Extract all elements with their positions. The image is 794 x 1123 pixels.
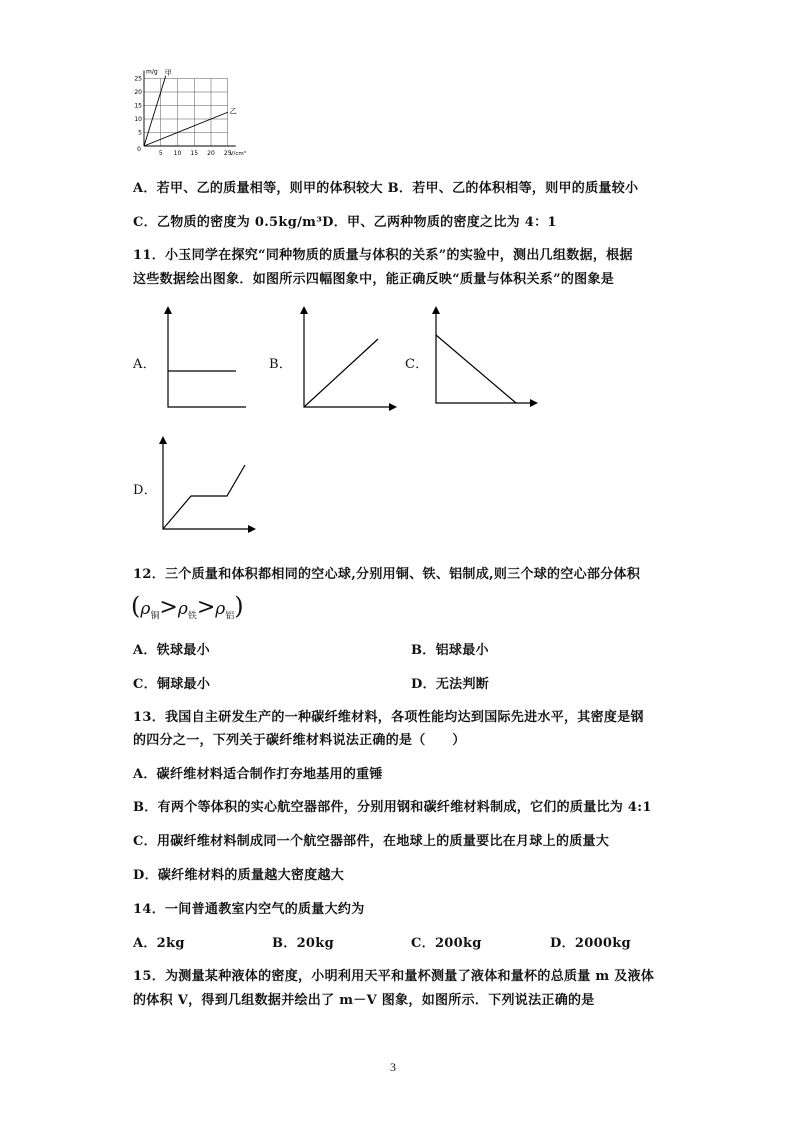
q13-stem-line1: 13．我国自主研发生产的一种碳纤维材料，各项性能均达到国际先进水平，其密度是钢	[133, 710, 644, 725]
q12-option-d: D．无法判断	[411, 677, 490, 692]
data-line	[436, 335, 516, 403]
data-line	[163, 465, 245, 529]
x-arrow	[530, 399, 538, 407]
x-axis-label: V/cm³	[229, 151, 246, 157]
q13-option-b: B．有两个等体积的实心航空器部件，分别用钢和碳纤维材料制成，它们的质量比为 4:1	[133, 800, 652, 815]
series-label-jia: 甲	[164, 68, 172, 77]
q10-options-cd: C．乙物质的密度为 0.5kg/m³D．甲、乙两种物质的密度之比为 4：1	[133, 215, 557, 230]
q14-stem: 14．一间普通教室内空气的质量大约为	[133, 902, 365, 917]
q11-graph-d	[153, 435, 263, 535]
q13-option-d: D．碳纤维材料的质量越大密度越大	[133, 868, 345, 883]
graph-axes	[436, 311, 533, 403]
q12-option-b: B．铝球最小	[411, 643, 489, 658]
q11-option-b-label: B．	[269, 357, 293, 372]
q13-option-a: A．碳纤维材料适合制作打夯地基用的重锤	[133, 767, 383, 782]
q14-option-d: D．2000kg	[550, 936, 631, 951]
data-line	[304, 339, 378, 407]
page-number: 3	[390, 1060, 396, 1074]
y-tick-label: 5	[138, 129, 142, 137]
q14-option-a: A．2kg	[133, 936, 185, 951]
q14-option-b: B．20kg	[272, 936, 334, 951]
y-arrow	[432, 306, 440, 314]
q11-stem-line1: 11．小玉同学在探究“同种物质的质量与体积的关系”的实验中，测出几组数据，根据	[133, 248, 633, 263]
x-tick-label: 25	[223, 150, 232, 157]
y-tick-label: 20	[134, 89, 142, 96]
y-arrow	[300, 306, 308, 314]
q11-graph-b	[294, 305, 404, 415]
q11-graph-a	[158, 305, 248, 415]
density-graph	[128, 62, 248, 162]
graph-axes	[304, 311, 392, 407]
q10-options-ab: A．若甲、乙的质量相等，则甲的体积较大 B．若甲、乙的体积相等，则甲的质量较小	[133, 181, 639, 196]
q15-stem-line1: 15．为测量某种液体的密度，小明利用天平和量杯测量了液体和量杯的总质量 m 及液体	[133, 969, 655, 984]
y-tick-label: 25	[134, 75, 142, 83]
graph-axes	[168, 311, 246, 407]
q11-option-d-label: D．	[133, 483, 158, 498]
y-tick-label: 15	[134, 102, 142, 110]
x-tick-label: 5	[158, 150, 163, 157]
x-tick-label: 15	[190, 150, 199, 157]
q11-stem-line2: 这些数据绘出图象．如图所示四幅图象中，能正确反映“质量与体积关系”的图象是	[133, 272, 615, 287]
y-tick-label: 10	[134, 116, 142, 123]
series-line-yi	[144, 112, 228, 146]
x-tick-label: 10	[173, 150, 182, 157]
q11-option-a-label: A．	[133, 357, 156, 372]
graph-axes	[163, 441, 251, 529]
x-tick-label: 20	[207, 150, 215, 157]
q12-stem-line1: 12．三个质量和体积都相同的空心球,分别用铜、铁、铝制成,则三个球的空心部分体积	[133, 567, 641, 582]
q13-stem-line2: 的四分之一，下列关于碳纤维材料说法正确的是（ ）	[133, 733, 466, 748]
y-axis-label: m/g	[146, 68, 158, 76]
x-arrow	[248, 525, 256, 533]
density-inequality: $(\rho_铜>\rho_铁>\rho_铝)$	[131, 592, 244, 622]
origin-label: 0	[137, 146, 141, 153]
x-arrow	[389, 403, 397, 411]
q14-option-c: C．200kg	[411, 936, 482, 951]
q12-option-a: A．铁球最小	[133, 643, 210, 658]
q15-stem-line2: 的体积 V，得到几组数据并绘出了 m－V 图象，如图所示．下列说法正确的是	[133, 993, 595, 1008]
y-arrow	[159, 436, 167, 444]
q13-option-c: C．用碳纤维材料制成同一个航空器部件，在地球上的质量要比在月球上的质量大	[133, 834, 610, 849]
q11-option-c-label: C．	[405, 357, 429, 372]
series-line-jia	[144, 76, 166, 146]
q11-graph-c	[430, 305, 545, 415]
q12-option-c: C．铜球最小	[133, 677, 211, 692]
series-label-yi: 乙	[229, 107, 237, 116]
y-arrow	[164, 306, 172, 314]
